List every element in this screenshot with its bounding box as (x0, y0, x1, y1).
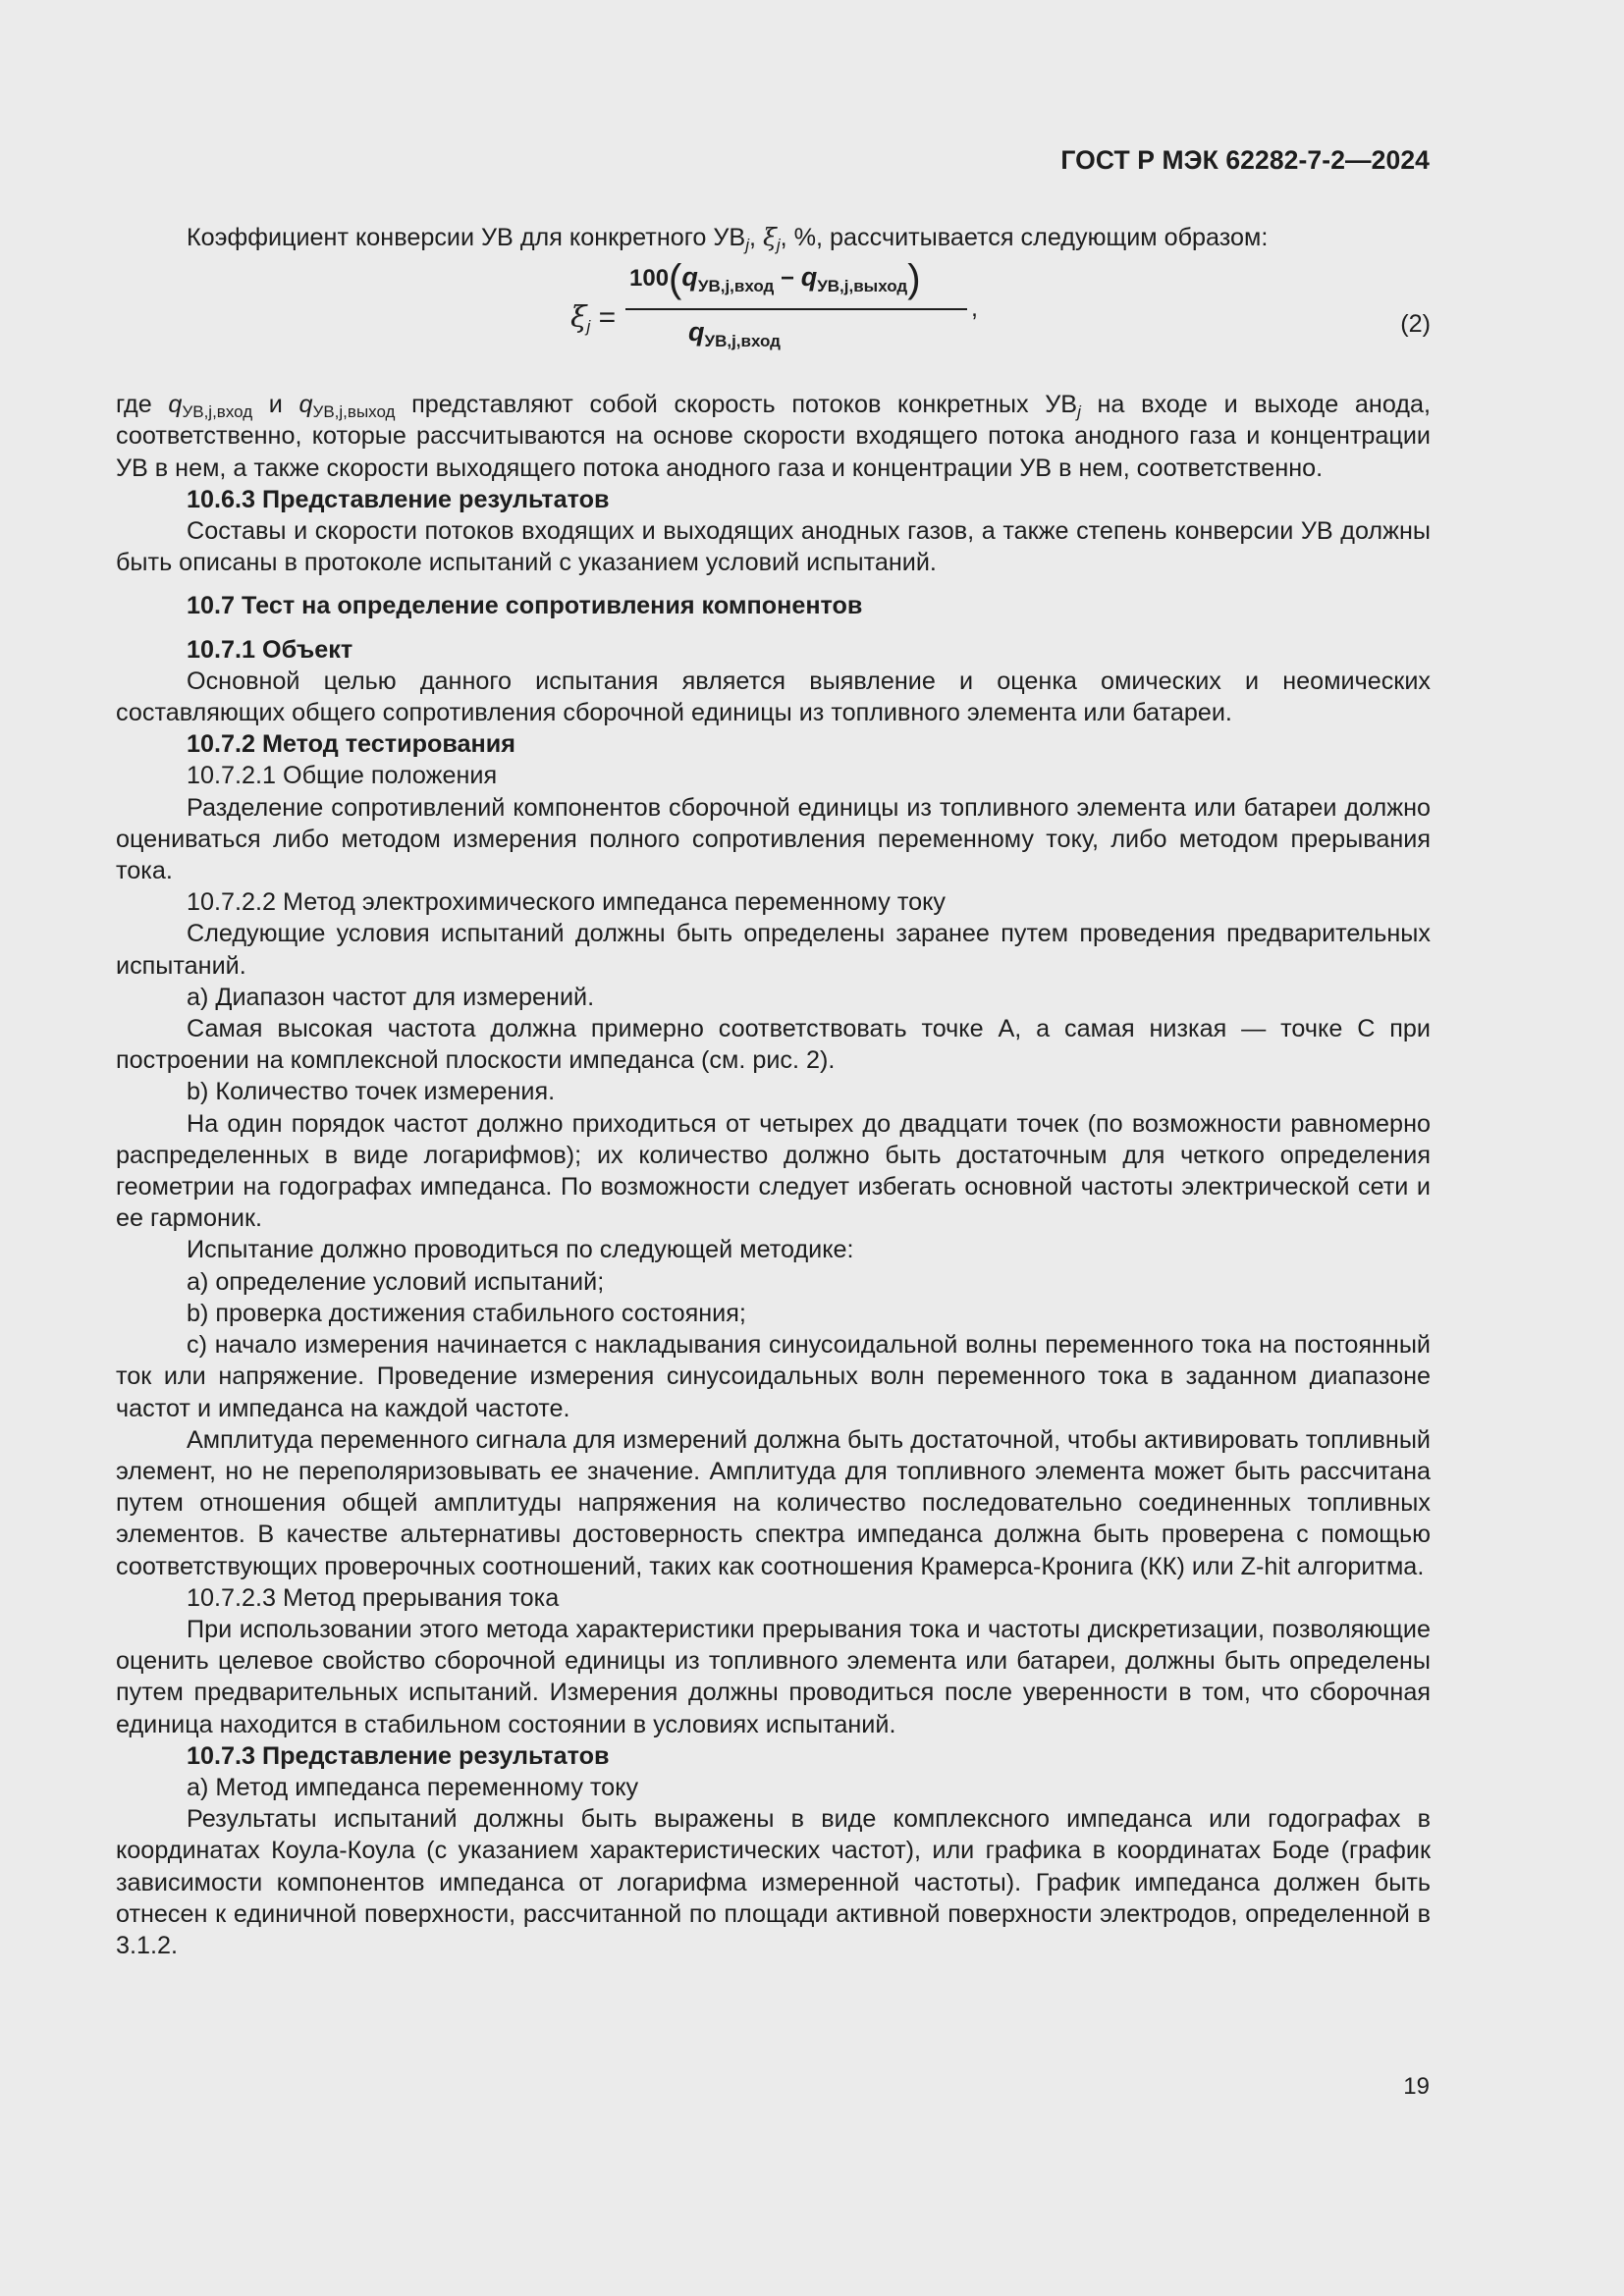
heading-10-7-2-3: 10.7.2.3 Метод прерывания тока (187, 1583, 560, 1612)
where-s2: УВ,j,выход (312, 402, 396, 422)
item-b: b) Количество точек измерения. (187, 1078, 556, 1106)
page-number: 19 (1403, 2073, 1430, 2100)
amplitude-paragraph: Амплитуда переменного сигнала для измерений должна быть достаточной, чтобы активировать топливный элемент, но не переполяризовывать ее значение. Амплитуда для топливного элемента может быть рассчитана путем отношения общей амплитуды напряжения на количество последовательно соединенных топливных элементов. В качестве альтернативы достоверность спектра импеданса должна быть проверена с помощью соответствующих проверочных соотношений, таких как соотношения Крамерса-Кронига (КК) или Z-hit алгоритма. (116, 1425, 1431, 1580)
text-10-7-3: Результаты испытаний должны быть выражены в виде комплексного импеданса или годографах в координатах Коула-Коула (с указанием характеристических частот), или графика в координатах Боде (график зависимости компонентов импеданса от логарифма измеренной частоты). График импеданса должен быть отнесен к единичной поверхности, рассчитанной по площади активной поверхности электродов, определенной в 3.1.2. (116, 1805, 1431, 1959)
fraction-numerator: $100(q_{УВ,j,вход} - q_{УВ,j,выход})$ (629, 257, 921, 301)
q-in-den: q (688, 317, 705, 347)
where-s1: УВ,j,вход (182, 402, 253, 422)
item-a: a) Диапазон частот для измерений. (187, 983, 595, 1011)
item-a-text: Самая высокая частота должна примерно соответствовать точке А, а самая низкая — точке С при построении на комплексной плоскости импеданса (см. рис. 2). (116, 1015, 1431, 1075)
text-10-7-2-3: При использовании этого метода характеристики прерывания тока и частоты дискретизации, позволяющие оценить целевое свойство сборочной единицы из топливного элемента или батареи, должны быть определены путем предварительных испытаний. Измерения должны проводиться после уверенности в том, что сборочная единица находится в стабильном состоянии в условиях испытаний. (116, 1615, 1431, 1738)
where-paragraph (116, 389, 1431, 484)
equals-sign: = (598, 301, 617, 335)
heading-10-7-2-1: 10.7.2.1 Общие положения (187, 762, 498, 790)
heading-10-7-2: 10.7.2 Метод тестирования (187, 730, 515, 759)
intro-xi-sub: j (776, 236, 781, 254)
where-b: и (252, 391, 299, 419)
text-10-7-2-1: Разделение сопротивлений компонентов сборочной единицы из топливного элемента или батареи должно оцениваться либо методом измерения полного сопротивления переменному току, либо методом прерывания тока. (116, 793, 1431, 885)
document-body (116, 222, 1431, 1961)
procedure-step-c: c) начало измерения начинается с накладывания синусоидальной волны переменного тока на постоянный ток или напряжение. Проведение измерения синусоидальных волн переменного тока в заданном диапазоне частот и импеданса на каждой частоте. (116, 1331, 1431, 1422)
text-10-7-2-2: Следующие условия испытаний должны быть определены заранее путем проведения предварительных испытаний. (116, 920, 1431, 980)
item-b-text: На один порядок частот должно приходиться от четырех до двадцати точек (по возможности равномерно распределенных в виде логарифмов); их количество должно быть достаточным для четкого определения геометрии на годографах импеданса. По возможности следует избегать основной частоты электрической сети и ее гармоник. (116, 1109, 1431, 1233)
text-10-6-3: Составы и скорости потоков входящих и выходящих анодных газов, а также степень конверсии УВ должны быть описаны в протоколе испытаний с указанием условий испытаний. (116, 517, 1431, 577)
lhs-sub: j (586, 317, 591, 337)
heading-10-7-3: 10.7.3 Представление результатов (187, 1741, 610, 1770)
fraction-bar (625, 308, 967, 310)
sub-in-num: УВ,j,вход (697, 277, 775, 296)
formula-comma: , (971, 294, 978, 323)
q-out-num: q (800, 262, 818, 293)
formula-lhs (570, 300, 617, 337)
where-c: представляют собой скорость потоков конкретных УВ (395, 391, 1078, 419)
intro-text-c: , %, рассчитывается следующим образом: (780, 224, 1269, 251)
heading-10-7-1: 10.7.1 Объект (187, 635, 353, 664)
heading-10-7: 10.7 Тест на определение сопротивления компонентов (187, 592, 863, 620)
where-q1: q (168, 391, 183, 419)
where-q2: q (298, 391, 313, 419)
coef-100: 100 (629, 265, 670, 293)
formula-2 (116, 257, 1431, 387)
heading-10-7-2-2: 10.7.2.2 Метод электрохимического импеданса переменному току (187, 888, 947, 917)
heading-10-6-3: 10.6.3 Представление результатов (187, 485, 610, 513)
intro-xi: ξ (762, 223, 777, 251)
where-d: на входе и выходе анода, соответственно, которые рассчитываются на основе скорости входящего потока анодного газа и концентрации УВ в нем, а также скорости выходящего потока анодного газа и концентрации УВ в нем, соответственно. (116, 391, 1431, 482)
procedure-step-b: b) проверка достижения стабильного состояния; (187, 1299, 746, 1327)
procedure-step-a: a) определение условий испытаний; (187, 1267, 605, 1296)
intro-text-a: Коэффициент конверсии УВ для конкретного УВ (187, 224, 746, 251)
fraction-denominator (688, 316, 781, 357)
equation-number: (2) (1400, 310, 1431, 339)
item-10-7-3-a: a) Метод импеданса переменному току (187, 1773, 639, 1801)
intro-text-b: , (748, 224, 763, 251)
intro-sub-j: j (745, 236, 749, 254)
formula-intro (116, 222, 1431, 253)
where-a: где (116, 391, 169, 419)
sub-in-den: УВ,j,вход (704, 332, 781, 351)
where-j: j (1077, 402, 1081, 422)
q-in-num: q (681, 262, 698, 293)
procedure-intro: Испытание должно проводиться по следующей методике: (187, 1236, 854, 1264)
document-header: ГОСТ Р МЭК 62282-7-2—2024 (1060, 145, 1430, 175)
text-10-7-1: Основной целью данного испытания является выявление и оценка омических и неомических составляющих общего сопротивления сборочной единицы из топливного элемента или батареи. (116, 667, 1431, 727)
sub-out-num: УВ,j,выход (817, 277, 908, 296)
minus-sign: − (781, 265, 795, 293)
lhs-xi: ξ (570, 300, 587, 336)
